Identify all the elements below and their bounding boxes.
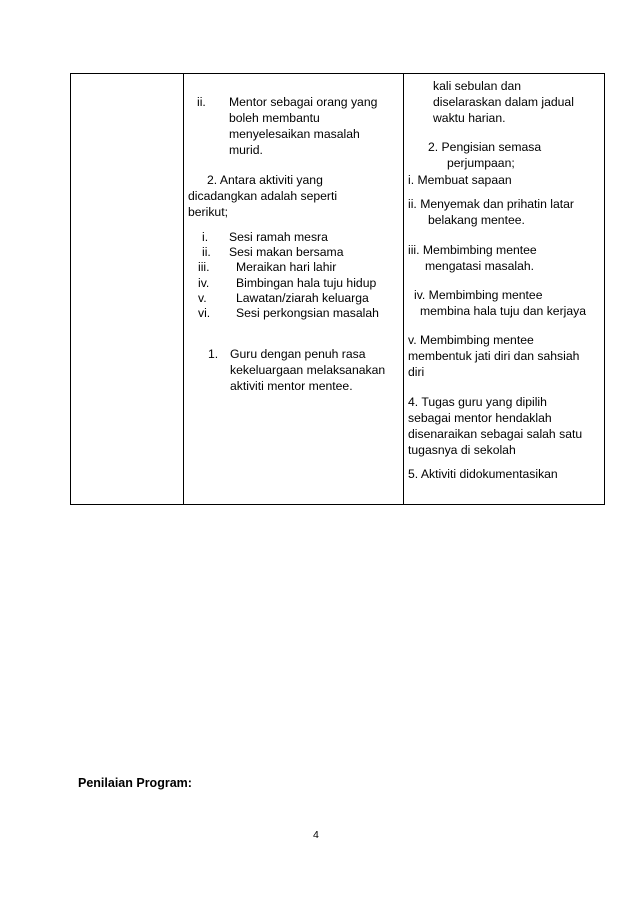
- list-item-text: belakang mentee.: [428, 213, 525, 227]
- list-item-text: boleh membantu: [229, 111, 320, 125]
- list-item-text: Sesi makan bersama: [229, 245, 344, 259]
- paragraph-line: disenaraikan sebagai salah satu: [408, 427, 583, 441]
- list-item-text: i. Membuat sapaan: [408, 173, 512, 187]
- list-item-text: diri: [408, 365, 425, 379]
- list-number: iv.: [198, 276, 210, 290]
- section-heading-penilaian: Penilaian Program:: [78, 776, 192, 790]
- table-cell-implementation: [404, 74, 605, 505]
- table-cell-activities: [184, 74, 404, 505]
- page-number: 4: [313, 829, 319, 841]
- list-number: iii.: [198, 260, 210, 274]
- list-item-text: Guru dengan penuh rasa: [230, 347, 366, 361]
- section-heading: 2. Antara aktiviti yang: [207, 173, 323, 187]
- list-number: v.: [198, 291, 207, 305]
- list-item-text: mengatasi masalah.: [425, 259, 535, 273]
- program-table: [70, 73, 605, 505]
- list-item-text: iii. Membimbing mentee: [408, 243, 537, 257]
- list-number: vi.: [198, 306, 211, 320]
- list-item-text: Sesi perkongsian masalah: [236, 306, 379, 320]
- list-number: 1.: [208, 347, 219, 361]
- section-heading: 2. Pengisian semasa: [428, 140, 542, 154]
- list-item-text: Bimbingan hala tuju hidup: [236, 276, 377, 290]
- paragraph-line: waktu harian.: [433, 111, 506, 125]
- paragraph-line: 5. Aktiviti didokumentasikan: [408, 467, 558, 481]
- list-number: i.: [202, 230, 209, 244]
- list-item-text: iv. Membimbing mentee: [414, 288, 543, 302]
- list-number: ii.: [197, 95, 206, 109]
- paragraph-line: 4. Tugas guru yang dipilih: [408, 395, 547, 409]
- paragraph-line: tugasnya di sekolah: [408, 443, 516, 457]
- section-heading: perjumpaan;: [447, 156, 515, 170]
- paragraph-line: berikut;: [188, 205, 228, 219]
- list-item-text: murid.: [229, 143, 263, 157]
- table-row: [71, 74, 605, 505]
- list-item-text: Meraikan hari lahir: [236, 260, 337, 274]
- list-item-text: v. Membimbing mentee: [408, 333, 534, 347]
- list-item-text: aktiviti mentor mentee.: [230, 379, 353, 393]
- list-item-text: menyelesaikan masalah: [229, 127, 360, 141]
- list-item-text: ii. Menyemak dan prihatin latar: [408, 197, 574, 211]
- paragraph-line: sebagai mentor hendaklah: [408, 411, 552, 425]
- list-item-text: kekeluargaan melaksanakan: [230, 363, 386, 377]
- list-item-text: Mentor sebagai orang yang: [229, 95, 378, 109]
- list-item-text: Lawatan/ziarah keluarga: [236, 291, 369, 305]
- list-item-text: membentuk jati diri dan sahsiah: [408, 349, 580, 363]
- list-item-text: Sesi ramah mesra: [229, 230, 328, 244]
- paragraph-line: dicadangkan adalah seperti: [188, 189, 338, 203]
- list-number: ii.: [202, 245, 211, 259]
- paragraph-line: diselaraskan dalam jadual: [433, 95, 574, 109]
- table-cell-empty: [71, 74, 184, 505]
- list-item-text: membina hala tuju dan kerjaya: [420, 304, 586, 318]
- paragraph-line: kali sebulan dan: [433, 79, 522, 93]
